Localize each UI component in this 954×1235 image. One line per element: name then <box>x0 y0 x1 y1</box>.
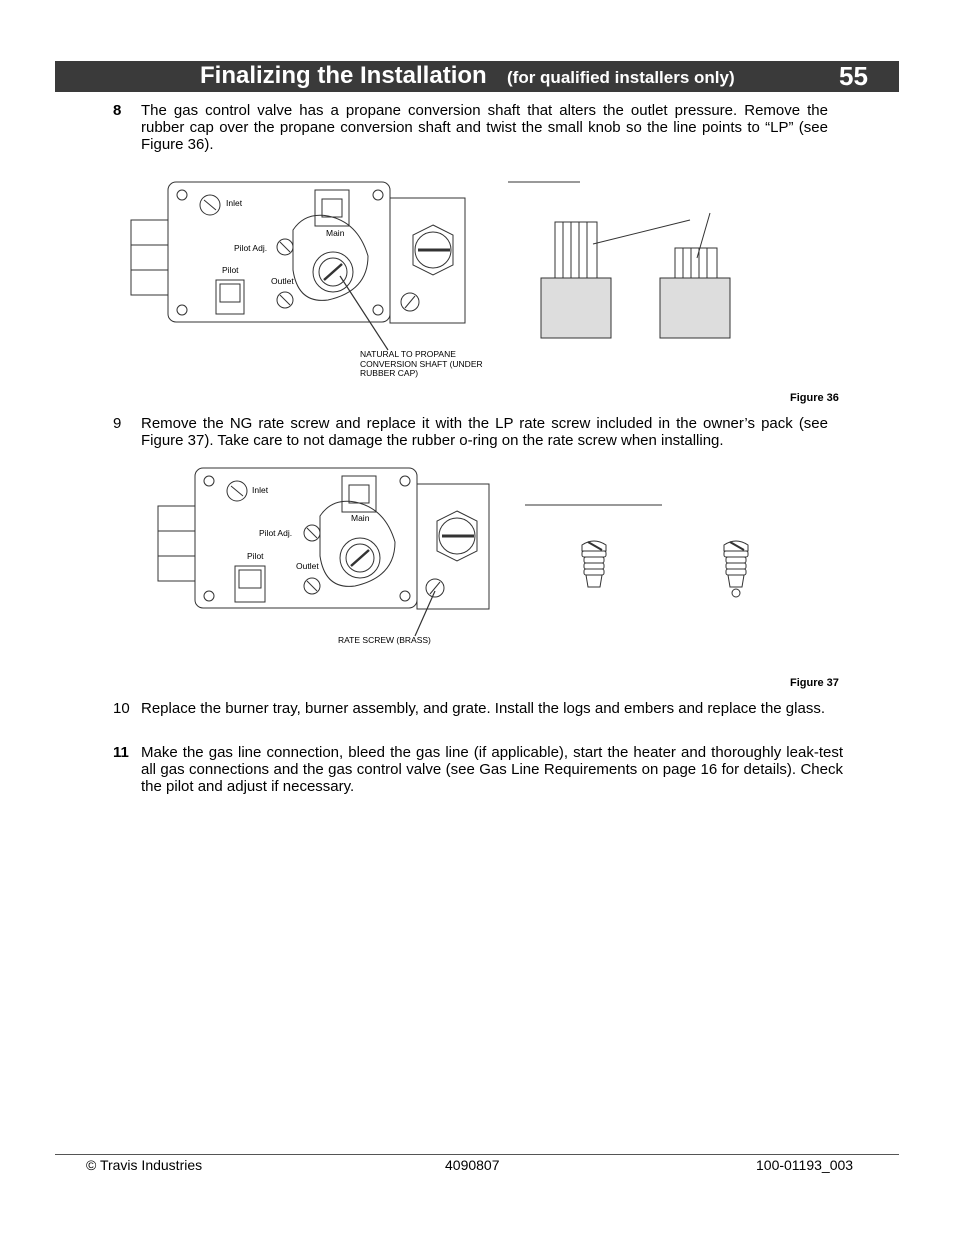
label-inlet: Inlet <box>226 198 243 208</box>
label-pilot: Pilot <box>222 265 239 275</box>
label-outlet: Outlet <box>296 561 319 571</box>
callout-conversion-shaft: NATURAL TO PROPANE CONVERSION SHAFT (UNDER RUBBER CAP) <box>360 349 483 378</box>
step-text: Make the gas line connection, bleed the gas line (if applicable), start the heater and thoroughly leak-test all gas connections and the gas control valve (see Gas Line Requirements on page 16 for details). Check the pilot and adjust if necessary. <box>141 744 843 795</box>
step-number: 10 <box>113 700 130 717</box>
label-main: Main <box>326 228 345 238</box>
page-header <box>55 61 899 92</box>
label-pilot-adj: Pilot Adj. <box>234 243 268 253</box>
figure-36-shaft-detail <box>505 180 755 340</box>
step-number: 11 <box>113 744 129 761</box>
label-pilot: Pilot <box>247 551 264 561</box>
figure-37-rate-screw-detail <box>522 500 762 610</box>
page-title: Finalizing the Installation <box>200 62 487 89</box>
page-number: 55 <box>839 61 868 91</box>
figure-36-caption: Figure 36 <box>790 392 839 404</box>
label-outlet: Outlet <box>271 276 294 286</box>
figure-37-valve-diagram <box>155 466 495 611</box>
footer-document-number: 4090807 <box>445 1157 500 1173</box>
footer-part-number: 100-01193_003 <box>756 1157 854 1173</box>
footer-copyright: © Travis Industries <box>86 1157 203 1173</box>
step-number: 8 <box>113 102 122 119</box>
label-main: Main <box>351 513 370 523</box>
footer-divider <box>55 1154 899 1155</box>
figure-37-caption: Figure 37 <box>790 677 839 689</box>
step-text: The gas control valve has a propane conversion shaft that alters the outlet pressure. Remove the rubber cap over the propane conversion shaft and twist the small knob so the line points to “LP” (see Figure 36). <box>141 102 828 153</box>
label-inlet: Inlet <box>252 485 269 495</box>
step-number: 9 <box>113 415 122 432</box>
callout-rate-screw: RATE SCREW (BRASS) <box>338 635 431 645</box>
label-pilot-adj: Pilot Adj. <box>259 528 293 538</box>
step-text: Remove the NG rate screw and replace it with the LP rate screw included in the owner’s pack (see Figure 37). Take care to not damage the rubber o-ring on the rate screw when installing. <box>141 415 828 449</box>
step-text: Replace the burner tray, burner assembly, and grate. Install the logs and embers and replace the glass. <box>141 700 825 717</box>
figure-36-valve-diagram <box>128 180 468 325</box>
page-subtitle: (for qualified installers only) <box>507 68 735 87</box>
